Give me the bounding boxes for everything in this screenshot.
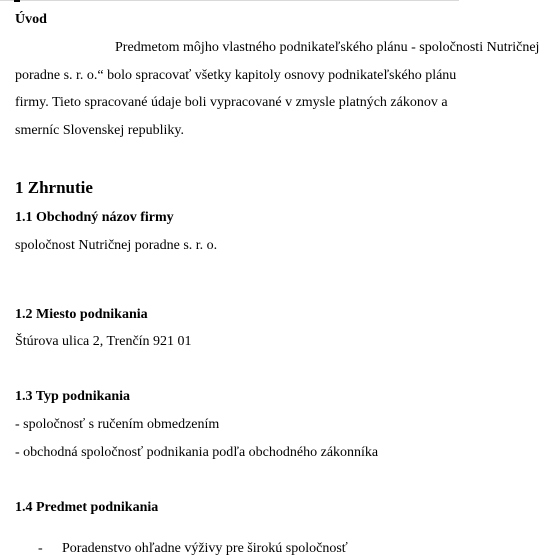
section-1-3-title: 1.3 Typ podnikania [15, 389, 131, 404]
section-1-1-title: 1.1 Obchodný názov firmy [15, 210, 174, 225]
section-1-3-item-2: - obchodná spoločnosť podnikania podľa obchodného zákonníka [15, 445, 379, 460]
section-1-title: 1 Zhrnutie [15, 178, 93, 197]
section-1-2-text: Štúrova ulica 2, Trenčín 921 01 [15, 334, 192, 349]
section-1-1-text: spoločnost Nutričnej poradne s. r. o. [15, 238, 218, 253]
section-1-2-title: 1.2 Miesto podnikania [15, 307, 148, 322]
intro-line-3: firmy. Tieto spracované údaje boli vypracované v zmysle platných zákonov a [15, 95, 448, 110]
intro-line-4: smerníc Slovenskej republiky. [15, 123, 185, 138]
top-border [0, 0, 459, 1]
intro-line-2: poradne s. r. o.“ bolo spracovať všetky kapitoly osnovy podnikateľského plánu [15, 68, 457, 83]
list-bullet: - [38, 541, 43, 556]
section-1-3-item-1: - spoločnosť s ručením obmedzením [15, 417, 220, 432]
section-1-4-item-1: Poradenstvo ohľadne výživy pre širokú spoločnosť [62, 541, 348, 556]
intro-heading: Úvod [15, 12, 47, 27]
intro-line-1: Predmetom môjho vlastného podnikateľského plánu - spoločnosti Nutričnej [115, 40, 539, 55]
cursor-mark [14, 0, 20, 2]
section-1-4-title: 1.4 Predmet podnikania [15, 500, 159, 515]
